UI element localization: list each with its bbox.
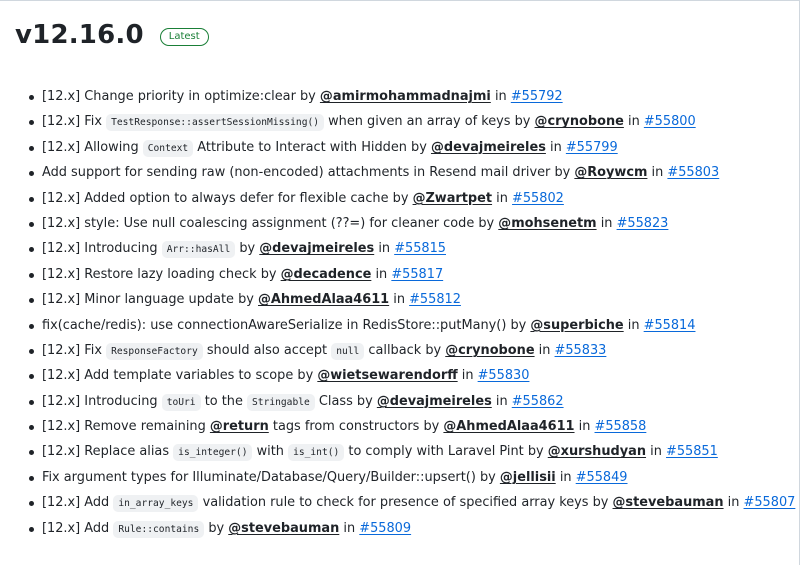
code-snippet: is_int() — [288, 444, 344, 461]
item-text: Class — [318, 393, 353, 409]
author-link[interactable]: @Zwartpet — [412, 190, 493, 206]
item-text: [12.x] Added option to always defer for flexible cache — [42, 190, 389, 206]
item-text: [12.x] Minor language update — [42, 292, 234, 308]
by-label: by — [510, 317, 527, 333]
mention-link[interactable]: @return — [209, 419, 269, 435]
pr-link[interactable]: #55800 — [643, 114, 696, 130]
pr-link[interactable]: #55830 — [477, 368, 530, 384]
item-text: Fix argument types for Illuminate/Database/Query/Builder::upsert() — [42, 469, 476, 485]
author-link[interactable]: @mohsenetm — [498, 215, 597, 231]
item-text: [12.x] Allowing — [42, 139, 139, 155]
item-text: [12.x] Replace alias — [42, 444, 170, 460]
code-snippet: Arr::hasAll — [162, 241, 236, 258]
author-link[interactable]: @crynobone — [445, 342, 535, 358]
pr-link[interactable]: #55817 — [391, 266, 444, 282]
code-snippet: Rule::contains — [113, 521, 204, 538]
by-label: by — [239, 241, 256, 257]
item-text: when given an array of keys — [328, 114, 511, 130]
in-label: in — [651, 165, 664, 181]
item-text: [12.x] Add — [42, 495, 110, 511]
item-text: [12.x] Add template variables to scope — [42, 368, 294, 384]
in-label: in — [375, 266, 388, 282]
bullet-icon — [29, 120, 34, 125]
pr-link[interactable]: #55812 — [409, 292, 461, 308]
changelog-item — [15, 363, 795, 388]
changelog-item — [15, 465, 795, 490]
code-snippet: Context — [143, 140, 193, 157]
item-text: [12.x] Remove remaining — [42, 419, 206, 435]
by-label: by — [260, 266, 277, 282]
in-label: in — [550, 139, 562, 155]
item-text: to the — [204, 393, 243, 409]
changelog-item — [15, 186, 795, 211]
changelog-item — [15, 262, 795, 287]
bullet-icon — [29, 146, 34, 151]
by-label: by — [297, 368, 314, 384]
latest-badge: Latest — [160, 28, 209, 46]
in-label: in — [378, 241, 391, 257]
bullet-icon — [29, 527, 34, 532]
pr-link[interactable]: #55792 — [510, 89, 563, 104]
bullet-icon — [29, 374, 34, 379]
item-text: [12.x] style: Use null coalescing assignment (??=) for cleaner code — [42, 215, 475, 231]
item-text: should also accept — [206, 342, 328, 358]
in-label: in — [494, 89, 507, 104]
author-link[interactable]: @decadence — [280, 266, 372, 282]
pr-link[interactable]: #55851 — [666, 444, 718, 460]
by-label: by — [392, 190, 409, 206]
release-header — [15, 20, 209, 50]
pr-link[interactable]: #55823 — [616, 215, 669, 231]
item-text: fix(cache/redis): use connectionAwareSerialize in RedisStore::putMany() — [42, 317, 507, 333]
changelog-item — [15, 389, 795, 414]
changelog-item — [15, 439, 795, 464]
changelog-item — [15, 313, 795, 338]
author-link[interactable]: @wietsewarendorff — [317, 368, 458, 384]
author-link[interactable]: @devajmeireles — [259, 241, 375, 257]
item-text: Add support for sending raw (non-encoded) attachments in Resend mail driver — [42, 165, 551, 181]
pr-link[interactable]: #55858 — [594, 419, 647, 435]
bullet-icon — [29, 450, 34, 455]
item-text: [12.x] Fix — [42, 342, 102, 358]
bullet-icon — [29, 476, 34, 481]
release-version-title[interactable]: v12.16.0 — [15, 20, 144, 50]
code-snippet: null — [331, 343, 364, 360]
item-text: [12.x] Restore lazy loading check — [42, 266, 257, 282]
pr-link[interactable]: #55833 — [554, 342, 607, 358]
pr-link[interactable]: #55807 — [743, 495, 796, 511]
code-snippet: is_integer() — [173, 444, 252, 461]
by-label: by — [479, 469, 496, 485]
author-link[interactable]: @AhmedAlaa4611 — [443, 419, 575, 435]
bullet-icon — [29, 400, 34, 405]
author-link[interactable]: @superbiche — [530, 317, 624, 333]
in-label: in — [627, 114, 640, 130]
item-text: [12.x] Introducing — [42, 393, 158, 409]
in-label: in — [559, 469, 572, 485]
author-link[interactable]: @xurshudyan — [547, 444, 647, 460]
bullet-icon — [29, 501, 34, 506]
by-label: by — [425, 342, 442, 358]
by-label: by — [356, 393, 373, 409]
changelog-item — [15, 516, 795, 541]
bullet-icon — [29, 171, 34, 176]
pr-link[interactable]: #55809 — [359, 520, 412, 536]
author-link[interactable]: @stevebauman — [612, 495, 724, 511]
item-text: validation rule to check for presence of specified array keys — [202, 495, 589, 511]
changelog-item — [15, 84, 795, 109]
bullet-icon — [29, 273, 34, 278]
bullet-icon — [29, 349, 34, 354]
pr-link[interactable]: #55815 — [394, 241, 446, 257]
bullet-icon — [29, 298, 34, 303]
bullet-icon — [29, 425, 34, 430]
bullet-icon — [29, 197, 34, 202]
changelog-item — [15, 414, 795, 439]
by-label: by — [527, 444, 544, 460]
by-label: by — [300, 89, 316, 104]
pr-link[interactable]: #55803 — [667, 165, 720, 181]
in-label: in — [600, 215, 613, 231]
code-snippet: Stringable — [247, 394, 315, 411]
changelog-item — [15, 490, 795, 515]
item-text: with — [256, 444, 284, 460]
item-text: to comply with Laravel Pint — [348, 444, 524, 460]
bullet-icon — [29, 222, 34, 227]
code-snippet: TestResponse::assertSessionMissing() — [106, 114, 324, 131]
pr-link[interactable]: #55862 — [511, 393, 564, 409]
pr-link[interactable]: #55802 — [512, 190, 564, 206]
changelog-item — [15, 160, 795, 185]
pr-link[interactable]: #55849 — [575, 469, 628, 485]
by-label: by — [238, 292, 254, 308]
by-label: by — [592, 495, 609, 511]
author-link[interactable]: @crynobone — [534, 114, 624, 130]
in-label: in — [461, 368, 474, 384]
item-text: Attribute to Interact with Hidden — [197, 139, 407, 155]
by-label: by — [423, 419, 440, 435]
in-label: in — [343, 520, 356, 536]
changelog-list — [15, 84, 795, 541]
item-text: [12.x] Add — [42, 520, 110, 536]
author-link[interactable]: @amirmohammadnajmi — [319, 89, 491, 104]
by-label: by — [554, 165, 571, 181]
changelog-item — [15, 109, 795, 134]
changelog-item — [15, 135, 795, 160]
author-link[interactable]: @devajmeireles — [376, 393, 492, 409]
in-label: in — [538, 342, 551, 358]
code-snippet: ResponseFactory — [106, 343, 203, 360]
bullet-icon — [29, 324, 34, 329]
changelog-item — [15, 236, 795, 261]
by-label: by — [514, 114, 531, 130]
in-label: in — [727, 495, 740, 511]
bullet-icon — [29, 95, 34, 100]
in-label: in — [393, 292, 406, 308]
by-label: by — [478, 215, 495, 231]
in-label: in — [627, 317, 640, 333]
author-link[interactable]: @devajmeireles — [430, 139, 546, 155]
in-label: in — [578, 419, 591, 435]
changelog-item — [15, 287, 795, 312]
by-label: by — [411, 139, 427, 155]
pr-link[interactable]: #55814 — [643, 317, 696, 333]
in-label: in — [650, 444, 662, 460]
by-label: by — [208, 520, 225, 536]
author-link[interactable]: @AhmedAlaa4611 — [258, 292, 390, 308]
item-text: [12.x] Change priority in optimize:clear — [42, 89, 296, 104]
item-text: tags from constructors — [272, 419, 420, 435]
author-link[interactable]: @stevebauman — [228, 520, 340, 536]
code-snippet: in_array_keys — [113, 495, 198, 512]
in-label: in — [496, 190, 508, 206]
code-snippet: toUri — [162, 394, 201, 411]
bullet-icon — [29, 247, 34, 252]
changelog-item — [15, 338, 795, 363]
item-text: [12.x] Fix — [42, 114, 102, 130]
changelog-item — [15, 211, 795, 236]
item-text: [12.x] Introducing — [42, 241, 158, 257]
item-text: callback — [368, 342, 422, 358]
in-label: in — [495, 393, 508, 409]
pr-link[interactable]: #55799 — [565, 139, 618, 155]
author-link[interactable]: @jellisii — [499, 469, 556, 485]
author-link[interactable]: @Roywcm — [574, 165, 648, 181]
top-border — [0, 0, 800, 1]
